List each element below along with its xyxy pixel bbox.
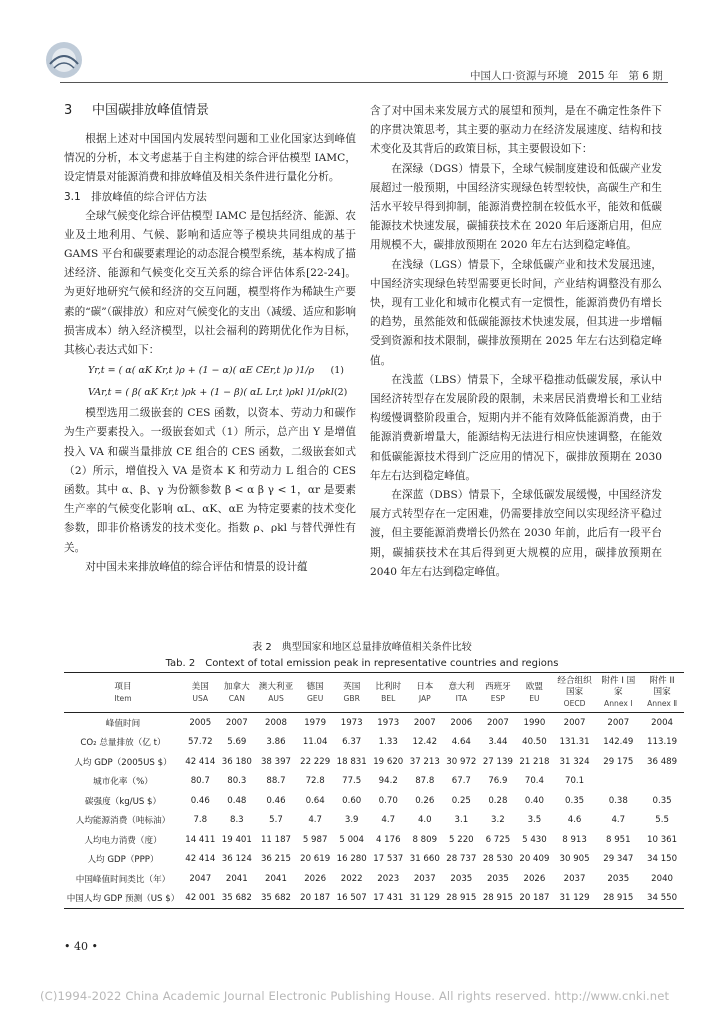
table-cell: 5 987: [302, 834, 328, 845]
table-cell: 2035: [450, 873, 473, 884]
table-cell: 20 619: [300, 854, 331, 865]
table-cell: 35 682: [221, 893, 252, 904]
table-cell: 2022: [340, 873, 363, 884]
table-cell: 7.8: [193, 815, 208, 826]
page-number: • 40 •: [64, 940, 98, 953]
table-cell: 38 397: [260, 756, 292, 767]
table-cell: 88.7: [266, 776, 286, 787]
table-cell: 8 913: [562, 834, 587, 845]
table-cell: 0.46: [190, 795, 210, 806]
table-body: [64, 713, 684, 909]
table-cell: 16 280: [336, 854, 367, 865]
copyright-footer: (C)1994-2022 China Academic Journal Electronic Publishing House. All rights reserved. http://www.cnki.net: [40, 989, 670, 1003]
scenario-dgs-paragraph: 在深绿（DGS）情景下，全球气候制度建设和低碳产业发展超过一般预期，中国经济实现绿色转型较快，高碳生产和生活水平较早得到抑制，能源消费控制在较低水平，能效和低碳能源技术快速发展，碳捕获技术在 2020 年后逐渐启用，但应用规模不大，碳排放预期在 2020 年左右达到稳定峰值。: [370, 162, 662, 252]
column-header-cn: 意大利: [448, 681, 475, 692]
left-column: [64, 102, 356, 577]
table-cell: 3.1: [454, 815, 469, 826]
table-cell: 22 229: [300, 756, 331, 767]
table-cell: 1973: [340, 717, 363, 728]
table-cell: 2007: [225, 717, 248, 728]
table-cell: 2026: [523, 873, 546, 884]
table-cell: 36 489: [647, 756, 678, 767]
table-cell: 5.7: [269, 815, 283, 826]
table-cell: 4.7: [381, 815, 396, 826]
journal-issue: 第 6 期: [628, 70, 663, 82]
table-cell: 36 215: [260, 854, 292, 865]
table-cell: 19 401: [221, 834, 252, 845]
table-cell: 0.48: [227, 795, 247, 806]
table-row: [64, 772, 684, 792]
table-cell: 2007: [413, 717, 436, 728]
table-cell: 0.35: [565, 795, 585, 806]
column-header-cn: 美国: [191, 681, 209, 692]
table-cell: 4.0: [417, 815, 432, 826]
ces-paragraph: 模型选用二级嵌套的 CES 函数，以资本、劳动力和碳作为生产要素投入。一级嵌套如式（1）所示，总产出 Y 是增值投入 VA 和碳当量排放 CE 组合的 CES 函数，二级嵌套如式（2）所示，增值投入 VA 是资本 K 和劳动力 L 组合的 CES 函数。其中 α、β、γ 为份额参数 β < α β γ < 1，αr 是要素生产率的气候变化影响 αL、αK、αE 为特定要素的技术变化参数，即非价格诱发的技术变化。指数 ρ、ρkl 与替代弹性有关。: [64, 407, 356, 554]
table-cell: 6 725: [485, 834, 511, 845]
table-cell: 8.3: [229, 815, 244, 826]
table-cell: 42 414: [185, 854, 216, 865]
table-cell: 0.64: [305, 795, 325, 806]
table-cell: 2037: [563, 873, 586, 884]
table-cell: 0.60: [342, 795, 362, 806]
table-row: [64, 889, 684, 909]
row-label: 人均 GDP（PPP）: [87, 855, 159, 866]
subsection-heading: 3.1 排放峰值的综合评估方法: [64, 190, 207, 203]
row-label: 人均 GDP（2005US $）: [74, 757, 172, 768]
table-cell: 12.42: [412, 737, 438, 748]
column-header-usa: [182, 673, 219, 713]
table-cell: 57.72: [187, 737, 213, 748]
table-cell: 1979: [304, 717, 327, 728]
table-cell: 2041: [225, 873, 248, 884]
table-cell: 0.70: [378, 795, 398, 806]
table-cell: 19 620: [373, 756, 404, 767]
column-header-en: ESP: [490, 693, 505, 703]
table-title-cn: 表 2 典型国家和地区总量排放峰值相关条件比较: [252, 642, 472, 653]
table-cell: 21 218: [519, 756, 550, 767]
table-cell: 113.19: [647, 737, 678, 748]
table-cell: 0.38: [608, 795, 628, 806]
column-header-annex: [640, 673, 684, 713]
table-cell: 20 187: [519, 893, 550, 904]
journal-name: 中国人口·资源与环境: [470, 70, 568, 82]
table-cell: 2005: [189, 717, 212, 728]
table-cell: 2006: [450, 717, 473, 728]
table-cell: 76.9: [488, 776, 508, 787]
table-cell: 2007: [563, 717, 586, 728]
table-cell: 42 001: [185, 893, 216, 904]
scenario-lbs-paragraph: 在浅蓝（LBS）情景下，全球平稳推动低碳发展，承认中国经济转型存在发展阶段的限制，未来居民消费增长和工业结构缓慢调整阶段重合，短期内并不能有效降低能源消费，由于能源消费新增量大，能源结构无法进行相应快速调整，在能效和低碳能源技术得到广泛应用的情况下，碳排放预期在 2030 年左右达到稳定峰值。: [370, 373, 662, 482]
table-row: [64, 752, 684, 772]
table-cell: 1990: [523, 717, 546, 728]
table-cell: 28 915: [603, 893, 634, 904]
row-label: 城市化率（%）: [93, 777, 153, 788]
table-row: [64, 869, 684, 889]
table-cell: 37 213: [409, 756, 440, 767]
model-paragraph: 全球气候变化综合评估模型 IAMC 是包括经济、能源、农业及土地利用、气候、影响和适应等子模块共同组成的基于 GAMS 平台和碳要素理论的动态混合模型系统，基本构成了描述经济、能源和气候变化交互关系的综合评估体系[22-24]。为更好地研究气候和经济的交互问题，模型将作为稀缺生产要素的“碳”（碳排放）和应对气候变化的支出（减缓、适应和影响损害成本）纳入经济模型，以社会福利的跨期优化作为目标，其核心表达式如下：: [64, 209, 356, 357]
table-cell: 2026: [304, 873, 327, 884]
table-cell: 29 175: [603, 756, 634, 767]
column-header-cn: 附件 II 国家: [649, 676, 675, 697]
table-cell: 30 905: [559, 854, 590, 865]
table-cell: 30 972: [446, 756, 477, 767]
table-cell: 94.2: [378, 776, 398, 787]
table-cell: 77.5: [342, 776, 362, 787]
row-label: 中国人均 GDP 预测（US $）: [66, 894, 180, 905]
row-label: 碳强度（kg/US $）: [84, 796, 162, 807]
column-header-en: JAP: [418, 693, 431, 703]
table-cell: 10 361: [647, 834, 678, 845]
journal-logo-icon: [44, 40, 84, 80]
table-cell: 4.64: [451, 737, 471, 748]
column-header-can: [219, 673, 256, 713]
table-cell: 31 129: [409, 893, 440, 904]
table-cell: 5.69: [227, 737, 247, 748]
table-cell: 0.28: [488, 795, 508, 806]
table-cell: 2007: [486, 717, 509, 728]
peak-comparison-table: [64, 672, 684, 909]
table-cell: 35 682: [260, 893, 292, 904]
table-cell: 0.40: [524, 795, 544, 806]
table-cell: 17 431: [373, 893, 404, 904]
column-header-oecd: [553, 673, 597, 713]
row-label: 人均电力消费（度）: [84, 835, 162, 846]
column-header-cn: 欧盟: [525, 681, 544, 692]
header-rule: [60, 82, 668, 83]
right-column: [370, 102, 662, 582]
column-header-eu: [516, 673, 553, 713]
table-cell: 87.8: [415, 776, 435, 787]
column-header-cn: 英国: [343, 681, 361, 692]
table-cell: 28 915: [482, 893, 513, 904]
column-header-bel: [370, 673, 407, 713]
column-header-en: ITA: [455, 693, 468, 703]
table-cell: [640, 772, 684, 792]
table-cell: 0.25: [451, 795, 471, 806]
equation-1: [64, 360, 356, 382]
table-cell: 2037: [413, 873, 436, 884]
table-cell: 36 180: [221, 756, 252, 767]
table-cell: 36 124: [221, 854, 252, 865]
running-header: [470, 68, 663, 83]
column-header-ita: [443, 673, 480, 713]
column-header-geu: [297, 673, 334, 713]
table-cell: 3.86: [266, 737, 286, 748]
column-header-cn: 项目: [114, 681, 132, 692]
table-cell: 20 409: [519, 854, 550, 865]
column-header-en: BEL: [381, 693, 396, 703]
column-header-en: GEU: [307, 693, 324, 703]
equation-2-number: (2): [333, 387, 348, 399]
column-header-en: Annex Ⅱ: [647, 699, 678, 708]
column-header-annex: [596, 673, 640, 713]
table-row: [64, 811, 684, 831]
table-header-row: [64, 673, 684, 713]
table-cell: 142.49: [603, 737, 634, 748]
column-header-esp: [480, 673, 517, 713]
table-cell: 2035: [486, 873, 509, 884]
column-header-cn: 附件 I 国家: [601, 676, 636, 697]
table-container: [64, 672, 684, 909]
row-label: 中国峰值时间类比（年）: [75, 874, 171, 885]
scenario-dbs-paragraph: 在深蓝（DBS）情景下，全球低碳发展缓慢，中国经济发展方式转型存在一定困难，仍需要排放空间以实现经济平稳过渡，但主要能源消费增长仍然在 2030 年前，此后有一段平台期，碳捕获技术在其后得到更大规模的应用，碳排放预期在 2040 年左右达到稳定峰值。: [370, 489, 662, 578]
table-cell: 34 150: [647, 854, 678, 865]
equation-2-body: VAr,t = ( β( αK Kr,t )ρk + (1 − β)( αL Lr,t )ρkl )1/ρkl: [88, 387, 334, 399]
table-cell: 72.8: [305, 776, 325, 787]
table-cell: 34 550: [647, 893, 678, 904]
column-header-gbr: [333, 673, 370, 713]
table-cell: 3.9: [344, 815, 359, 826]
table-cell: 17 537: [373, 854, 404, 865]
column-header-en: EU: [529, 693, 540, 703]
column-header-jap: [407, 673, 444, 713]
column-header-cn: 加拿大: [223, 681, 250, 692]
table-cell: 27 139: [482, 756, 513, 767]
table-row: [64, 713, 684, 733]
column-header-aus: [255, 673, 297, 713]
column-header-en: Item: [114, 693, 132, 703]
table-cell: 2035: [607, 873, 630, 884]
table-cell: 70.4: [524, 776, 544, 787]
table-cell: 6.37: [342, 737, 362, 748]
table-cell: 5 430: [522, 834, 547, 845]
table-cell: 1.33: [378, 737, 398, 748]
column-header-en: Annex Ⅰ: [604, 699, 633, 708]
equation-1-number: (1): [330, 365, 344, 377]
table-cell: 67.7: [451, 776, 471, 787]
table-cell: 29 347: [603, 854, 634, 865]
table-cell: 2004: [651, 717, 674, 728]
journal-year: 2015 年: [577, 70, 619, 82]
column-header-en: GBR: [343, 693, 360, 703]
table-cell: 2041: [265, 873, 287, 884]
intro-paragraph: 根据上述对中国国内发展转型问题和工业化国家达到峰值情况的分析，本文考虑基于自主构建的综合评估模型 IAMC，设定情景对能源消费和排放峰值及相关条件进行量化分析。: [64, 133, 356, 184]
table-cell: 8 809: [412, 834, 438, 845]
table-cell: 4.7: [308, 815, 322, 826]
table-cell: 4 176: [375, 834, 401, 845]
table-cell: 0.26: [415, 795, 435, 806]
table-cell: 20 187: [300, 893, 331, 904]
column-header-cn: 西班牙: [484, 681, 511, 692]
column-header-cn: 比利时: [375, 681, 402, 692]
table-cell: 5 220: [449, 834, 474, 845]
column-header-cn: 日本: [416, 681, 434, 692]
equation-2: [64, 382, 356, 404]
table-cell: 16 507: [336, 893, 367, 904]
column-header-cn: 经合组织国家: [557, 676, 592, 697]
equation-1-body: Yr,t = ( α( αK Kr,t )ρ + (1 − α)( αE CEr,t )ρ )1/ρ: [88, 365, 315, 377]
table-cell: 0.46: [266, 795, 286, 806]
assessment-paragraph: 对中国未来排放峰值的综合评估和情景的设计蕴: [85, 560, 308, 573]
table-cell: 3.5: [527, 815, 542, 826]
table-row: [64, 733, 684, 753]
table-cell: 4.6: [567, 815, 582, 826]
row-label: 峰值时间: [105, 718, 141, 729]
table-title-en: Tab. 2 Context of total emission peak in representative countries and regions: [165, 658, 559, 669]
table-cell: 4.7: [611, 815, 626, 826]
table-cell: 28 737: [446, 854, 477, 865]
table-cell: [596, 772, 640, 792]
table-cell: 0.35: [652, 795, 672, 806]
table-cell: 5 004: [339, 834, 364, 845]
table-cell: 80.3: [227, 776, 247, 787]
column-header-en: OECD: [563, 699, 586, 708]
table-cell: 31 324: [559, 756, 590, 767]
table-cell: 131.31: [559, 737, 590, 748]
table-row: [64, 830, 684, 850]
continuation-paragraph: 含了对中国未来发展方式的展望和预判，是在不确定性条件下的序贯决策思考，其主要的驱动力在经济发展速度、结构和技术变化及其背后的政策目标，其主要假设如下：: [370, 105, 662, 156]
column-header-en: USA: [192, 693, 209, 703]
table-row: [64, 791, 684, 811]
table-cell: 2047: [189, 873, 212, 884]
table-cell: 42 414: [185, 756, 216, 767]
table-cell: 28 530: [482, 854, 513, 865]
table-cell: 11.04: [302, 737, 328, 748]
scenario-lgs-paragraph: 在浅绿（LGS）情景下，全球低碳产业和技术发展迅速，中国经济实现绿色转型需要更长时间，产业结构调整没有那么快，现有工业化和城市化模式有一定惯性，能源消费仍有增长的趋势，虽然能效和低碳能源技术快速发展，但其进一步增幅受到资源和技术限制，碳排放预期在 2025 年左右达到稳定峰值。: [370, 258, 662, 367]
section-number: 3: [64, 103, 73, 118]
column-header-item: [64, 673, 182, 713]
table-cell: 3.2: [491, 815, 505, 826]
table-row: [64, 850, 684, 870]
section-title: 中国碳排放峰值情景: [92, 103, 210, 118]
table-cell: 18 831: [336, 756, 367, 767]
row-label: 人均能源消费（吨标油）: [75, 816, 171, 827]
table-cell: 1973: [377, 717, 400, 728]
table-cell: 80.7: [190, 776, 210, 787]
section-heading: [64, 102, 356, 120]
table-cell: 2040: [651, 873, 674, 884]
table-cell: 3.44: [488, 737, 508, 748]
row-label: CO₂ 总量排放（亿 t）: [80, 738, 166, 749]
table-cell: 40.50: [522, 737, 547, 748]
table-cell: 11 187: [260, 834, 292, 845]
table-cell: 31 660: [409, 854, 440, 865]
table-cell: 2007: [607, 717, 630, 728]
table-cell: 28 915: [446, 893, 477, 904]
table-cell: 14 411: [185, 834, 216, 845]
table-cell: 5.5: [655, 815, 669, 826]
column-header-cn: 澳大利亚: [258, 681, 294, 692]
column-header-cn: 德国: [306, 681, 324, 692]
column-header-en: CAN: [228, 693, 245, 703]
column-header-en: AUS: [268, 693, 284, 703]
table-cell: 2023: [377, 873, 400, 884]
table-cell: 31 129: [559, 893, 590, 904]
table-cell: 70.1: [565, 776, 585, 787]
table-cell: 8 951: [606, 834, 631, 845]
table-cell: 2008: [265, 717, 287, 728]
